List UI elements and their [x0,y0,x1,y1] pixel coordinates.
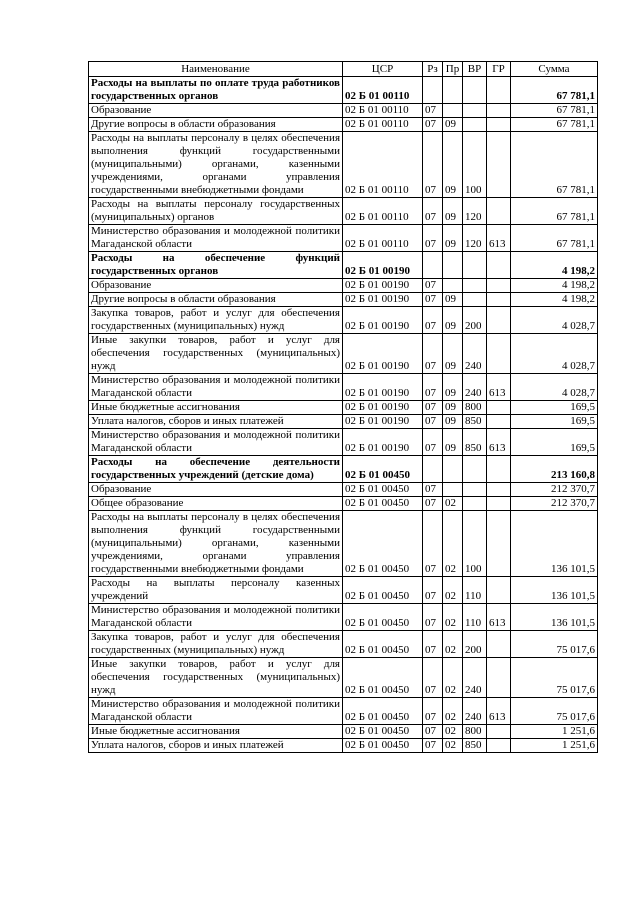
cell-vr [463,293,487,307]
cell-rz: 07 [423,511,443,577]
cell-csr: 02 Б 01 00110 [343,118,423,132]
cell-gr [487,198,511,225]
cell-name: Расходы на выплаты по оплате труда работников государственных органов [89,77,343,104]
cell-rz [423,77,443,104]
table-row [89,279,598,293]
table-row [89,307,598,334]
cell-vr: 800 [463,401,487,415]
cell-csr: 02 Б 01 00450 [343,698,423,725]
cell-gr [487,104,511,118]
cell-sum: 67 781,1 [511,132,598,198]
cell-gr [487,631,511,658]
cell-vr: 120 [463,198,487,225]
cell-vr [463,77,487,104]
cell-vr [463,456,487,483]
cell-gr [487,77,511,104]
cell-csr: 02 Б 01 00110 [343,77,423,104]
table-row [89,511,598,577]
cell-rz: 07 [423,725,443,739]
cell-gr [487,334,511,374]
cell-name: Расходы на обеспечение функций государственных органов [89,252,343,279]
cell-pr: 02 [443,631,463,658]
cell-pr: 02 [443,739,463,753]
cell-rz: 07 [423,739,443,753]
cell-pr [443,456,463,483]
cell-rz: 07 [423,132,443,198]
cell-rz: 07 [423,497,443,511]
table-row [89,334,598,374]
table-row [89,252,598,279]
table-row [89,698,598,725]
cell-rz: 07 [423,658,443,698]
table-row [89,374,598,401]
cell-csr: 02 Б 01 00190 [343,401,423,415]
cell-name: Министерство образования и молодежной политики Магаданской области [89,604,343,631]
cell-vr: 240 [463,374,487,401]
cell-csr: 02 Б 01 00110 [343,104,423,118]
cell-sum: 1 251,6 [511,725,598,739]
header-name: Наименование [89,62,343,77]
cell-name: Закупка товаров, работ и услуг для обеспечения государственных (муниципальных) нужд [89,631,343,658]
cell-name: Образование [89,279,343,293]
cell-vr [463,497,487,511]
cell-gr: 613 [487,429,511,456]
cell-pr: 02 [443,604,463,631]
cell-sum: 4 028,7 [511,307,598,334]
cell-gr [487,252,511,279]
cell-csr: 02 Б 01 00190 [343,334,423,374]
cell-csr: 02 Б 01 00190 [343,429,423,456]
cell-pr: 09 [443,334,463,374]
cell-gr: 613 [487,374,511,401]
cell-sum: 212 370,7 [511,497,598,511]
cell-csr: 02 Б 01 00450 [343,739,423,753]
header-pr: Пр [443,62,463,77]
cell-rz: 07 [423,604,443,631]
cell-name: Иные закупки товаров, работ и услуг для обеспечения государственных (муниципальных) нужд [89,334,343,374]
cell-name: Уплата налогов, сборов и иных платежей [89,415,343,429]
table-body [89,77,598,753]
cell-pr: 02 [443,725,463,739]
cell-name: Расходы на выплаты персоналу казенных учреждений [89,577,343,604]
cell-name: Расходы на выплаты персоналу государственных (муниципальных) органов [89,198,343,225]
cell-name: Другие вопросы в области образования [89,118,343,132]
cell-pr: 09 [443,307,463,334]
cell-csr: 02 Б 01 00110 [343,198,423,225]
cell-pr: 09 [443,118,463,132]
cell-name: Иные бюджетные ассигнования [89,401,343,415]
cell-sum: 4 198,2 [511,293,598,307]
cell-name: Образование [89,483,343,497]
cell-pr: 09 [443,415,463,429]
cell-rz: 07 [423,293,443,307]
cell-rz [423,252,443,279]
table-row [89,658,598,698]
cell-sum: 67 781,1 [511,118,598,132]
cell-name: Иные закупки товаров, работ и услуг для обеспечения государственных (муниципальных) нужд [89,658,343,698]
cell-csr: 02 Б 01 00450 [343,604,423,631]
cell-gr [487,307,511,334]
cell-sum: 67 781,1 [511,104,598,118]
cell-gr [487,483,511,497]
cell-gr [487,577,511,604]
cell-name: Уплата налогов, сборов и иных платежей [89,739,343,753]
cell-pr: 09 [443,374,463,401]
cell-csr: 02 Б 01 00450 [343,631,423,658]
cell-gr [487,739,511,753]
cell-vr: 110 [463,577,487,604]
cell-rz: 07 [423,577,443,604]
cell-sum: 67 781,1 [511,225,598,252]
cell-vr: 120 [463,225,487,252]
cell-rz: 07 [423,483,443,497]
cell-vr: 850 [463,429,487,456]
cell-rz: 07 [423,307,443,334]
header-gr: ГР [487,62,511,77]
cell-csr: 02 Б 01 00450 [343,497,423,511]
cell-csr: 02 Б 01 00450 [343,483,423,497]
table-row [89,497,598,511]
cell-csr: 02 Б 01 00190 [343,374,423,401]
cell-pr: 09 [443,132,463,198]
table-row [89,293,598,307]
cell-sum: 169,5 [511,401,598,415]
cell-sum: 136 101,5 [511,511,598,577]
cell-rz: 07 [423,279,443,293]
cell-vr: 100 [463,511,487,577]
cell-pr: 09 [443,225,463,252]
cell-gr [487,279,511,293]
cell-sum: 75 017,6 [511,698,598,725]
table-row [89,456,598,483]
cell-rz: 07 [423,374,443,401]
cell-name: Образование [89,104,343,118]
table-row [89,604,598,631]
cell-name: Министерство образования и молодежной политики Магаданской области [89,225,343,252]
cell-csr: 02 Б 01 00110 [343,132,423,198]
cell-pr: 09 [443,429,463,456]
cell-sum: 169,5 [511,429,598,456]
cell-rz: 07 [423,334,443,374]
cell-name: Общее образование [89,497,343,511]
cell-vr [463,104,487,118]
cell-gr [487,118,511,132]
table-row [89,631,598,658]
cell-sum: 4 198,2 [511,279,598,293]
cell-pr: 02 [443,497,463,511]
table-row [89,401,598,415]
table-row [89,429,598,456]
cell-pr: 09 [443,293,463,307]
cell-vr: 110 [463,604,487,631]
cell-csr: 02 Б 01 00450 [343,577,423,604]
cell-gr [487,401,511,415]
cell-rz: 07 [423,631,443,658]
cell-vr: 800 [463,725,487,739]
cell-sum: 212 370,7 [511,483,598,497]
cell-vr [463,252,487,279]
table-row [89,77,598,104]
cell-name: Расходы на выплаты персоналу в целях обеспечения выполнения функций государственными (муниципальными) органами, казенными учреждениями, органами управления государственными внебюджетными фондами [89,132,343,198]
table-row [89,225,598,252]
cell-sum: 136 101,5 [511,577,598,604]
cell-vr [463,118,487,132]
cell-csr: 02 Б 01 00110 [343,225,423,252]
cell-sum: 4 028,7 [511,334,598,374]
cell-name: Иные бюджетные ассигнования [89,725,343,739]
cell-gr [487,293,511,307]
cell-csr: 02 Б 01 00190 [343,293,423,307]
cell-vr: 200 [463,631,487,658]
table-row [89,118,598,132]
cell-csr: 02 Б 01 00190 [343,252,423,279]
cell-gr [487,132,511,198]
cell-vr: 100 [463,132,487,198]
header-vr: ВР [463,62,487,77]
cell-csr: 02 Б 01 00190 [343,279,423,293]
cell-pr: 09 [443,401,463,415]
cell-vr: 240 [463,658,487,698]
cell-rz: 07 [423,198,443,225]
cell-vr: 850 [463,739,487,753]
cell-rz: 07 [423,118,443,132]
cell-name: Закупка товаров, работ и услуг для обеспечения государственных (муниципальных) нужд [89,307,343,334]
cell-pr: 02 [443,511,463,577]
cell-rz: 07 [423,698,443,725]
cell-sum: 136 101,5 [511,604,598,631]
cell-pr: 02 [443,698,463,725]
cell-vr: 240 [463,698,487,725]
cell-vr: 200 [463,307,487,334]
table-row [89,132,598,198]
table-row [89,198,598,225]
cell-pr: 02 [443,658,463,698]
cell-csr: 02 Б 01 00450 [343,456,423,483]
cell-rz: 07 [423,401,443,415]
cell-sum: 4 028,7 [511,374,598,401]
cell-rz: 07 [423,415,443,429]
table-row [89,725,598,739]
cell-vr [463,483,487,497]
cell-vr: 240 [463,334,487,374]
cell-pr: 02 [443,577,463,604]
cell-csr: 02 Б 01 00450 [343,511,423,577]
cell-sum: 1 251,6 [511,739,598,753]
header-sum: Сумма [511,62,598,77]
table-row [89,104,598,118]
cell-pr [443,483,463,497]
table-row [89,415,598,429]
budget-table [88,61,598,753]
cell-csr: 02 Б 01 00190 [343,415,423,429]
cell-gr [487,658,511,698]
cell-sum: 67 781,1 [511,77,598,104]
cell-rz: 07 [423,104,443,118]
cell-sum: 67 781,1 [511,198,598,225]
cell-rz: 07 [423,225,443,252]
cell-name: Другие вопросы в области образования [89,293,343,307]
cell-gr [487,511,511,577]
cell-gr: 613 [487,225,511,252]
table-row [89,739,598,753]
cell-sum: 75 017,6 [511,658,598,698]
table-row [89,577,598,604]
cell-csr: 02 Б 01 00450 [343,725,423,739]
cell-gr: 613 [487,698,511,725]
cell-rz: 07 [423,429,443,456]
cell-gr [487,456,511,483]
cell-gr [487,415,511,429]
table-row [89,483,598,497]
cell-rz [423,456,443,483]
cell-pr [443,279,463,293]
cell-csr: 02 Б 01 00190 [343,307,423,334]
cell-sum: 4 198,2 [511,252,598,279]
cell-gr: 613 [487,604,511,631]
header-csr: ЦСР [343,62,423,77]
cell-csr: 02 Б 01 00450 [343,658,423,698]
header-rz: Рз [423,62,443,77]
cell-vr: 850 [463,415,487,429]
cell-vr [463,279,487,293]
cell-sum: 213 160,8 [511,456,598,483]
cell-gr [487,725,511,739]
cell-pr [443,252,463,279]
cell-gr [487,497,511,511]
table-header-row [89,62,598,77]
cell-sum: 75 017,6 [511,631,598,658]
cell-pr: 09 [443,198,463,225]
cell-name: Министерство образования и молодежной политики Магаданской области [89,374,343,401]
cell-name: Министерство образования и молодежной политики Магаданской области [89,698,343,725]
cell-name: Расходы на обеспечение деятельности государственных учреждений (детские дома) [89,456,343,483]
cell-name: Министерство образования и молодежной политики Магаданской области [89,429,343,456]
cell-sum: 169,5 [511,415,598,429]
cell-pr [443,104,463,118]
cell-name: Расходы на выплаты персоналу в целях обеспечения выполнения функций государственными (муниципальными) органами, казенными учреждениями, органами управления государственными внебюджетными фондами [89,511,343,577]
cell-pr [443,77,463,104]
